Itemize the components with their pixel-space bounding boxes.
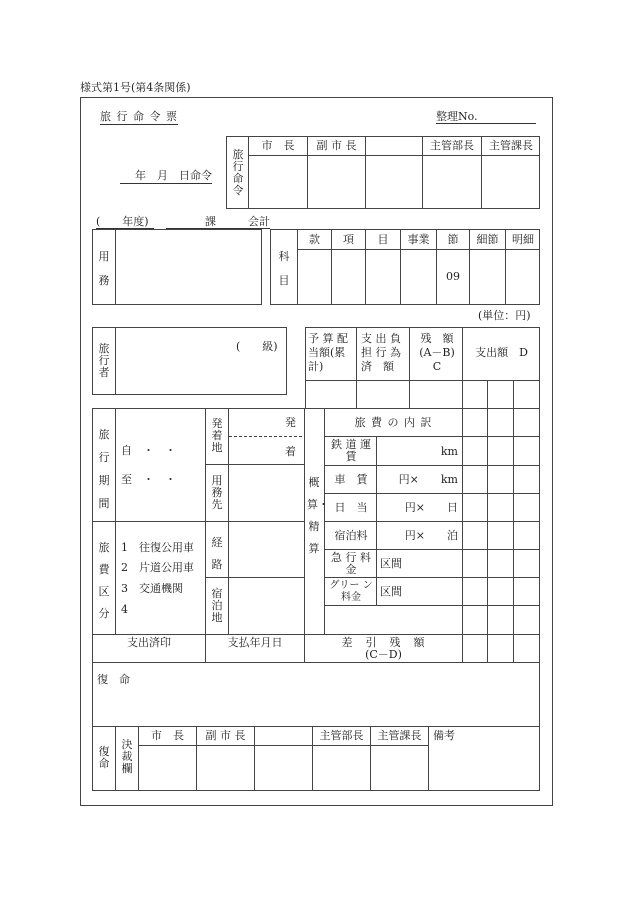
kyu-label: ( 級) [236, 340, 278, 353]
yomusaki-label: 用務先 [211, 474, 223, 511]
hatchaku-departure: 発 [285, 416, 296, 429]
subject-header-moku: 目 [377, 233, 389, 246]
ryohi-kubun-label: 旅費区分 [98, 541, 110, 620]
hatchaku-arrival: 着 [285, 445, 296, 458]
budget-allocated-header: 予 算 配 当額(累 計) [308, 332, 348, 373]
fiscal-section: 課 [166, 216, 216, 229]
unit-note: (単位：円) [478, 309, 531, 322]
final-header-dept-head: 主管部長 [319, 729, 364, 742]
subject-header-kou: 項 [343, 233, 354, 246]
shukuhakuchi-label: 宿泊地 [211, 587, 223, 624]
fiscal-account: 会計 [216, 216, 270, 229]
approval-header-deputy-mayor: 副 市 長 [316, 139, 357, 152]
approval-header-mayor: 市 長 [261, 139, 295, 152]
gaisan-seisan-label: 概算・精算 [307, 476, 329, 555]
ryohi-kubun-option-2: 2 片道公用車 [121, 561, 194, 574]
expense-value-express: 区間 [380, 557, 402, 570]
kamoku-label: 科目 [278, 250, 290, 287]
ryokosha-label: 旅行者 [98, 342, 110, 379]
budget-committed-header: 支 出 負 担 行 為 済 額 [361, 332, 401, 373]
sashihiki-formula: (C－D) [365, 648, 402, 661]
ryohi-kubun-option-1: 1 往復公用車 [121, 541, 194, 554]
expense-label-car: 車 賃 [334, 473, 368, 486]
youmu-label: 用務 [98, 250, 110, 287]
period-to: 至 ・ ・ [121, 473, 176, 486]
sashihiki-label: 差 引 残 額 [341, 636, 426, 649]
subject-header-setsu: 節 [447, 233, 459, 246]
period-label: 旅行期間 [98, 428, 110, 510]
expense-value-lodging: 円× 泊 [404, 529, 458, 542]
hatchaku-label: 発着地 [211, 417, 223, 454]
final-header-deputy-mayor: 副 市 長 [205, 729, 246, 742]
seiri-no-label: 整理No. [436, 111, 536, 124]
subject-header-saisetsu: 細節 [476, 233, 499, 246]
period-from: 自 ・ ・ [121, 444, 176, 457]
fukumei-label: 復 命 [97, 673, 130, 686]
ryohi-uchiwake-header: 旅 費 の 内 訳 [354, 416, 433, 429]
approval-header-dept-head: 主管部長 [430, 139, 474, 152]
expense-value-green: 区間 [380, 585, 402, 598]
form-title: 旅 行 命 令 票 [100, 110, 178, 123]
expense-label-green: グリー ン料金 [329, 580, 373, 603]
budget-paid-header: 支出額 D [475, 346, 528, 359]
final-header-mayor: 市 長 [151, 729, 184, 742]
form-number: 様式第1号(第4条関係) [80, 81, 191, 94]
biko-label: 備考 [433, 729, 455, 742]
expense-label-lodging: 宿泊料 [334, 529, 368, 542]
ryoko-meirei-label: 旅行命令 [232, 148, 244, 197]
approval-header-section-head: 主管課長 [489, 139, 533, 152]
expense-label-express: 急 行 料 金 [331, 551, 371, 576]
expense-label-railway: 鉄 道 運 賃 [331, 438, 371, 463]
keiro-label: 経路 [211, 536, 223, 571]
order-date: 年 月 日命令 [120, 170, 212, 184]
subject-header-jigyou: 事業 [407, 233, 430, 246]
fiscal-year: ( 年度) [96, 216, 154, 229]
kessai-ran-label: 決裁欄 [121, 738, 133, 775]
ryohi-kubun-option-3: 3 交通機関 [121, 582, 183, 595]
setsu-value: 09 [446, 270, 460, 283]
shiharai-date-label: 支払年月日 [227, 636, 283, 649]
budget-remaining-header: 残 額 (A－B) C [419, 332, 455, 373]
expense-value-daily: 円× 日 [404, 501, 458, 514]
fukumei-side-label: 復命 [98, 745, 110, 770]
expense-value-railway: km [440, 445, 458, 458]
final-header-section-head: 主管課長 [377, 729, 422, 742]
ryohi-kubun-option-4: 4 [121, 603, 128, 616]
expense-label-daily: 日 当 [334, 501, 368, 514]
expense-value-car: 円× km [398, 473, 458, 486]
shishutsu-zumi-label: 支出済印 [127, 636, 171, 649]
subject-header-kan: 款 [309, 233, 320, 246]
subject-header-meisai: 明細 [512, 233, 534, 246]
